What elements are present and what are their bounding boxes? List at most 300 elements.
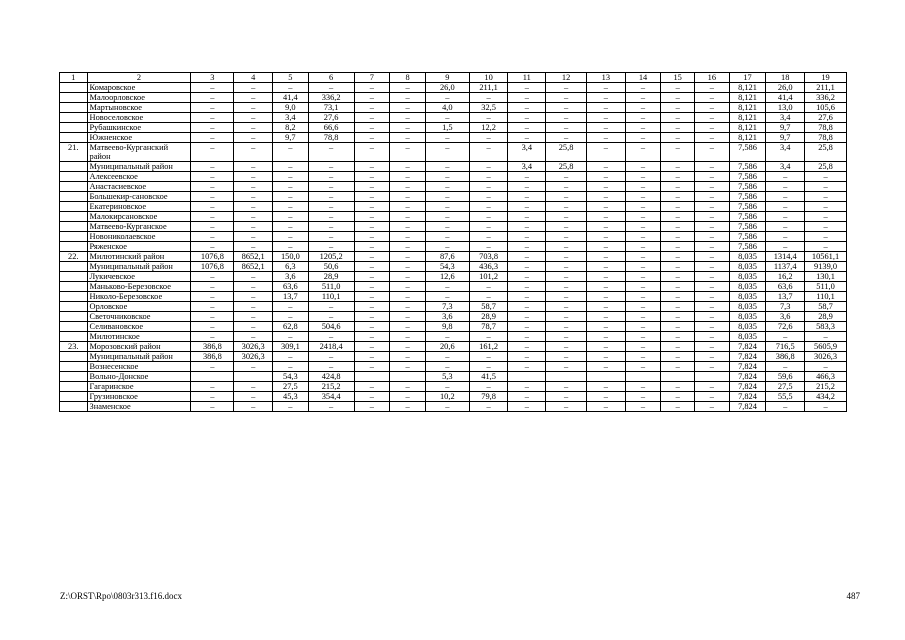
table-cell: –: [586, 103, 625, 113]
table-row: [60, 212, 847, 222]
table-cell: –: [308, 332, 354, 342]
table-cell: –: [508, 232, 546, 242]
table-cell: –: [546, 103, 587, 113]
row-name: Алексеевское: [87, 172, 191, 182]
table-cell: –: [354, 212, 390, 222]
table-cell: 26,0: [425, 83, 469, 93]
table-cell: 3026,3: [805, 352, 847, 362]
table-cell: 3,6: [766, 312, 805, 322]
table-cell: 703,8: [469, 252, 508, 262]
table-row: [60, 332, 847, 342]
row-name: Милютинский район: [87, 252, 191, 262]
row-number: 22.: [60, 252, 88, 262]
table-cell: –: [390, 322, 426, 332]
table-cell: 78,7: [469, 322, 508, 332]
table-cell: –: [273, 332, 309, 342]
table-cell: –: [766, 232, 805, 242]
table-cell: –: [586, 292, 625, 302]
table-cell: –: [390, 332, 426, 342]
table-cell: –: [695, 182, 730, 192]
table-cell: 336,2: [805, 93, 847, 103]
row-name: Анастасиевское: [87, 182, 191, 192]
table-cell: –: [469, 202, 508, 212]
row-number: [60, 392, 88, 402]
table-cell: 7,586: [729, 232, 766, 242]
table-cell: 41,5: [469, 372, 508, 382]
table-cell: –: [273, 302, 309, 312]
table-cell: –: [586, 232, 625, 242]
table-row: [60, 262, 847, 272]
table-cell: –: [390, 302, 426, 312]
table-cell: 7,586: [729, 143, 766, 162]
table-cell: –: [425, 362, 469, 372]
table-row: [60, 162, 847, 172]
table-cell: –: [661, 332, 695, 342]
table-cell: –: [390, 93, 426, 103]
page-number: 487: [846, 591, 860, 601]
row-number: 21.: [60, 143, 88, 162]
table-cell: –: [354, 192, 390, 202]
table-cell: 78,8: [805, 123, 847, 133]
table-cell: –: [425, 332, 469, 342]
row-number: [60, 103, 88, 113]
table-cell: –: [766, 362, 805, 372]
table-cell: –: [469, 242, 508, 252]
table-cell: –: [234, 402, 273, 412]
table-cell: –: [390, 222, 426, 232]
table-cell: –: [546, 192, 587, 202]
table-cell: –: [390, 272, 426, 282]
table-row: [60, 222, 847, 232]
table-cell: –: [586, 202, 625, 212]
table-row: [60, 192, 847, 202]
table-cell: 7,824: [729, 352, 766, 362]
table-cell: 466,3: [805, 372, 847, 382]
table-cell: –: [661, 282, 695, 292]
table-cell: –: [354, 402, 390, 412]
table-cell: –: [695, 123, 730, 133]
table-cell: 27,5: [766, 382, 805, 392]
table-cell: –: [625, 172, 661, 182]
row-name: Матвеево-Курганский район: [87, 143, 191, 162]
table-cell: 27,6: [308, 113, 354, 123]
table-cell: –: [695, 143, 730, 162]
row-name: Лукичевское: [87, 272, 191, 282]
table-cell: –: [661, 362, 695, 372]
column-header: 11: [508, 73, 546, 83]
table-cell: –: [508, 222, 546, 232]
table-cell: –: [508, 192, 546, 202]
table-cell: –: [546, 342, 587, 352]
table-cell: –: [508, 382, 546, 392]
table-cell: 12,2: [469, 123, 508, 133]
table-cell: –: [546, 252, 587, 262]
table-cell: –: [625, 192, 661, 202]
table-cell: –: [508, 272, 546, 282]
row-number: [60, 222, 88, 232]
table-cell: –: [469, 113, 508, 123]
table-row: [60, 143, 847, 162]
table-cell: –: [469, 182, 508, 192]
table-cell: –: [546, 113, 587, 123]
table-cell: –: [191, 322, 234, 332]
table-cell: –: [508, 83, 546, 93]
table-cell: –: [508, 362, 546, 372]
table-cell: –: [625, 382, 661, 392]
table-cell: –: [586, 113, 625, 123]
table-row: [60, 312, 847, 322]
table-cell: –: [625, 292, 661, 302]
table-cell: –: [661, 382, 695, 392]
table-cell: –: [586, 302, 625, 312]
table-cell: –: [469, 352, 508, 362]
table-cell: –: [191, 103, 234, 113]
table-cell: –: [469, 292, 508, 302]
table-cell: –: [625, 162, 661, 172]
table-cell: –: [586, 242, 625, 252]
table-cell: –: [191, 162, 234, 172]
row-name: Вознесенское: [87, 362, 191, 372]
table-cell: –: [625, 362, 661, 372]
table-cell: 211,1: [805, 83, 847, 93]
table-cell: –: [354, 362, 390, 372]
table-cell: –: [508, 302, 546, 312]
row-name: Новониколаевское: [87, 232, 191, 242]
table-cell: –: [695, 162, 730, 172]
table-cell: 8,121: [729, 83, 766, 93]
table-cell: –: [390, 242, 426, 252]
table-cell: –: [508, 332, 546, 342]
table-cell: 8,121: [729, 103, 766, 113]
table-cell: –: [661, 172, 695, 182]
column-header: 12: [546, 73, 587, 83]
table-cell: –: [390, 103, 426, 113]
table-cell: –: [191, 232, 234, 242]
row-number: [60, 332, 88, 342]
table-cell: –: [586, 312, 625, 322]
table-cell: –: [390, 352, 426, 362]
table-cell: –: [508, 392, 546, 402]
table-cell: –: [469, 162, 508, 172]
table-cell: –: [661, 342, 695, 352]
table-cell: –: [425, 242, 469, 252]
table-cell: –: [354, 392, 390, 402]
table-cell: –: [308, 232, 354, 242]
table-cell: –: [546, 93, 587, 103]
row-number: [60, 272, 88, 282]
row-number: [60, 362, 88, 372]
row-name: Маньково-Березовское: [87, 282, 191, 292]
table-cell: –: [191, 282, 234, 292]
table-cell: 7,586: [729, 202, 766, 212]
table-cell: 27,6: [805, 113, 847, 123]
table-cell: 58,7: [469, 302, 508, 312]
table-cell: –: [805, 402, 847, 412]
column-header: 14: [625, 73, 661, 83]
table-cell: 7,824: [729, 392, 766, 402]
row-name: Муниципальный район: [87, 262, 191, 272]
row-number: [60, 202, 88, 212]
table-cell: –: [805, 192, 847, 202]
table-cell: –: [390, 162, 426, 172]
table-cell: –: [425, 202, 469, 212]
table-cell: [661, 372, 695, 382]
table-row: [60, 242, 847, 252]
row-name: Ряженское: [87, 242, 191, 252]
table-cell: 309,1: [273, 342, 309, 352]
table-cell: –: [661, 402, 695, 412]
table-cell: –: [625, 392, 661, 402]
table-cell: 1076,8: [191, 252, 234, 262]
table-cell: 8,121: [729, 123, 766, 133]
table-cell: 105,6: [805, 103, 847, 113]
table-cell: [390, 372, 426, 382]
table-cell: –: [508, 172, 546, 182]
table-cell: –: [425, 212, 469, 222]
table-cell: –: [546, 212, 587, 222]
row-number: [60, 282, 88, 292]
table-cell: –: [546, 312, 587, 322]
table-cell: –: [308, 302, 354, 312]
table-cell: –: [586, 212, 625, 222]
table-cell: –: [661, 292, 695, 302]
table-cell: –: [390, 252, 426, 262]
table-cell: –: [508, 352, 546, 362]
table-cell: –: [191, 292, 234, 302]
table-cell: –: [234, 392, 273, 402]
table-cell: –: [390, 382, 426, 392]
table-cell: –: [234, 182, 273, 192]
table-cell: –: [425, 162, 469, 172]
table-cell: [191, 372, 234, 382]
table-cell: 25,8: [805, 162, 847, 172]
table-cell: –: [469, 232, 508, 242]
table-cell: 8,121: [729, 133, 766, 143]
table-cell: –: [354, 282, 390, 292]
table-cell: –: [354, 332, 390, 342]
table-cell: –: [695, 83, 730, 93]
table-row: [60, 302, 847, 312]
table-cell: –: [508, 113, 546, 123]
table-cell: –: [766, 182, 805, 192]
table-cell: –: [425, 143, 469, 162]
table-cell: 63,6: [273, 282, 309, 292]
table-cell: –: [766, 222, 805, 232]
table-cell: 8,121: [729, 113, 766, 123]
table-cell: –: [469, 133, 508, 143]
table-cell: –: [234, 222, 273, 232]
table-cell: 7,586: [729, 222, 766, 232]
row-number: [60, 212, 88, 222]
table-cell: –: [695, 392, 730, 402]
row-number: [60, 192, 88, 202]
table-cell: –: [390, 133, 426, 143]
row-number: [60, 402, 88, 412]
table-row: [60, 372, 847, 382]
table-cell: –: [695, 252, 730, 262]
table-cell: –: [661, 302, 695, 312]
table-cell: –: [390, 392, 426, 402]
table-cell: 1205,2: [308, 252, 354, 262]
table-cell: –: [390, 362, 426, 372]
table-cell: –: [469, 143, 508, 162]
table-cell: –: [354, 382, 390, 392]
row-name: Муниципальный район: [87, 352, 191, 362]
table-cell: –: [695, 322, 730, 332]
table-cell: –: [234, 382, 273, 392]
row-number: [60, 312, 88, 322]
table-cell: 54,3: [425, 262, 469, 272]
table-cell: –: [273, 312, 309, 322]
table-cell: –: [390, 292, 426, 302]
table-cell: –: [354, 262, 390, 272]
table-cell: –: [390, 282, 426, 292]
table-cell: –: [766, 202, 805, 212]
table-cell: –: [234, 322, 273, 332]
table-cell: –: [805, 172, 847, 182]
table-cell: –: [425, 382, 469, 392]
table-cell: –: [469, 382, 508, 392]
table-cell: –: [390, 312, 426, 322]
table-cell: 45,3: [273, 392, 309, 402]
table-cell: 7,586: [729, 212, 766, 222]
table-cell: 5,3: [425, 372, 469, 382]
table-cell: 27,5: [273, 382, 309, 392]
table-cell: –: [508, 242, 546, 252]
table-cell: 504,6: [308, 322, 354, 332]
table-cell: –: [273, 172, 309, 182]
table-cell: –: [661, 202, 695, 212]
table-cell: 8652,1: [234, 252, 273, 262]
row-number: 23.: [60, 342, 88, 352]
table-cell: –: [661, 192, 695, 202]
table-cell: –: [695, 222, 730, 232]
table-cell: –: [308, 172, 354, 182]
table-cell: –: [390, 143, 426, 162]
table-cell: –: [234, 83, 273, 93]
table-cell: –: [546, 232, 587, 242]
row-name: Малоорловское: [87, 93, 191, 103]
table-cell: –: [354, 292, 390, 302]
table-cell: 3026,3: [234, 352, 273, 362]
table-cell: –: [273, 242, 309, 252]
table-cell: –: [234, 332, 273, 342]
table-row: [60, 103, 847, 113]
row-name: Южненское: [87, 133, 191, 143]
table-cell: –: [308, 192, 354, 202]
table-cell: –: [354, 133, 390, 143]
table-cell: –: [586, 83, 625, 93]
row-name: Орловское: [87, 302, 191, 312]
table-cell: –: [586, 342, 625, 352]
table-cell: –: [586, 392, 625, 402]
table-cell: –: [695, 202, 730, 212]
table-cell: –: [234, 272, 273, 282]
table-cell: –: [425, 93, 469, 103]
table-cell: –: [695, 242, 730, 252]
row-name: Рубашкинское: [87, 123, 191, 133]
table-cell: –: [273, 162, 309, 172]
table-cell: –: [508, 292, 546, 302]
table-cell: –: [191, 143, 234, 162]
table-cell: 41,4: [273, 93, 309, 103]
table-cell: [695, 372, 730, 382]
table-cell: 7,3: [425, 302, 469, 312]
table-cell: –: [191, 302, 234, 312]
table-row: [60, 272, 847, 282]
table-cell: 3,4: [766, 143, 805, 162]
table-cell: 3,4: [508, 143, 546, 162]
table-cell: 8652,1: [234, 262, 273, 272]
table-cell: –: [586, 362, 625, 372]
table-cell: –: [308, 202, 354, 212]
table-cell: –: [508, 402, 546, 412]
table-cell: [354, 372, 390, 382]
table-cell: –: [805, 212, 847, 222]
table-cell: –: [586, 133, 625, 143]
table-cell: –: [695, 262, 730, 272]
column-header: 1: [60, 73, 88, 83]
table-cell: 8,121: [729, 93, 766, 103]
row-number: [60, 123, 88, 133]
column-header: 9: [425, 73, 469, 83]
table-cell: –: [546, 182, 587, 192]
table-cell: 1076,8: [191, 262, 234, 272]
table-cell: –: [546, 222, 587, 232]
table-cell: 9,7: [766, 133, 805, 143]
table-cell: –: [766, 242, 805, 252]
table-cell: –: [625, 302, 661, 312]
table-cell: 78,8: [308, 133, 354, 143]
table-cell: –: [234, 312, 273, 322]
table-cell: –: [191, 83, 234, 93]
table-cell: –: [234, 143, 273, 162]
table-cell: –: [546, 362, 587, 372]
table-cell: –: [234, 282, 273, 292]
table-cell: –: [425, 182, 469, 192]
table-cell: –: [390, 402, 426, 412]
column-header: 2: [87, 73, 191, 83]
table-cell: –: [354, 242, 390, 252]
table-cell: –: [661, 352, 695, 362]
table-cell: –: [661, 212, 695, 222]
table-cell: –: [469, 192, 508, 202]
table-cell: –: [390, 202, 426, 212]
table-cell: –: [234, 123, 273, 133]
table-cell: 386,8: [191, 342, 234, 352]
table-cell: [625, 372, 661, 382]
table-cell: –: [354, 83, 390, 93]
table-cell: –: [625, 113, 661, 123]
table-cell: –: [661, 123, 695, 133]
table-cell: –: [695, 292, 730, 302]
table-cell: –: [625, 133, 661, 143]
table-cell: 7,586: [729, 172, 766, 182]
table-cell: 4,0: [425, 103, 469, 113]
row-number: [60, 242, 88, 252]
table-cell: 20,6: [425, 342, 469, 352]
table-cell: 73,1: [308, 103, 354, 113]
table-cell: 130,1: [805, 272, 847, 282]
table-cell: –: [586, 123, 625, 133]
table-cell: 7,824: [729, 382, 766, 392]
row-number: [60, 182, 88, 192]
table-cell: –: [661, 252, 695, 262]
table-cell: –: [234, 103, 273, 113]
table-cell: –: [234, 113, 273, 123]
table-row: [60, 133, 847, 143]
table-cell: –: [354, 162, 390, 172]
